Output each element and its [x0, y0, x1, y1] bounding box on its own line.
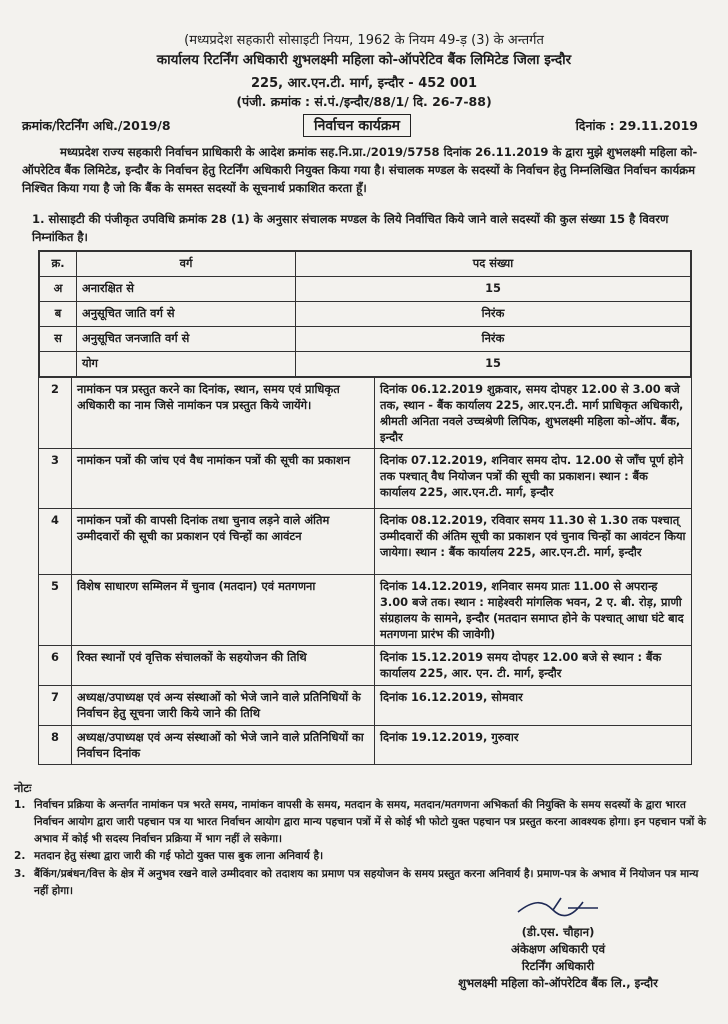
schedule-detail: दिनांक 07.12.2019, शनिवार समय दोप. 12.00 से जाँच पूर्ण होने तक पश्चात् वैध नियोजन पत्रों की सूची का प्रकाशन। स्थान : बैंक कार्यालय 225, आर.एन.टी. मार्ग, इन्दौर	[375, 449, 692, 509]
document-title: निर्वाचन कार्यक्रम	[303, 114, 411, 137]
seats-header-row	[40, 252, 691, 277]
schedule-item: नामांकन पत्रों की जांच एवं वैध नामांकन पत्रों की सूची का प्रकाशन	[72, 449, 375, 509]
schedule-number: 5	[39, 575, 72, 646]
document-date: दिनांक : 29.11.2019	[575, 118, 698, 133]
schedule-detail: दिनांक 16.12.2019, सोमवार	[375, 686, 692, 726]
header-address: 225, आर.एन.टी. मार्ग, इन्दौर - 452 001	[250, 76, 478, 91]
signature-mark-icon	[513, 896, 603, 918]
schedule-number: 4	[39, 509, 72, 575]
schedule-number: 8	[39, 726, 72, 765]
header-rule-reference: (मध्यप्रदेश सहकारी सोसाइटी नियम, 1962 के नियम 49-ड़ (3) के अन्तर्गत	[184, 33, 544, 48]
reference-number: क्रमांक/रिटर्निंग अधि./2019/8	[22, 118, 171, 133]
note-number: 3.	[14, 868, 26, 880]
schedule-row	[39, 686, 692, 726]
schedule-detail: दिनांक 15.12.2019 समय दोपहर 12.00 बजे से स्थान : बैंक कार्यालय 225, आर. एन. टी. मार्ग, इन्दौर	[375, 646, 692, 686]
schedule-item: नामांकन पत्र प्रस्तुत करने का दिनांक, स्थान, समय एवं प्राधिकृत अधिकारी का नाम जिसे नामांकन पत्र प्रस्तुत किये जायेंगे।	[72, 378, 375, 449]
schedule-number: 3	[39, 449, 72, 509]
header-office-name: कार्यालय रिटर्निंग अधिकारी शुभलक्ष्मी महिला को-ऑपरेटिव बैंक लिमिटेड जिला इन्दौर	[156, 52, 572, 68]
schedule-number: 2	[39, 378, 72, 449]
seats-row-item	[40, 302, 691, 327]
seats-header-post: पद संख्या	[296, 252, 691, 277]
seats-header-code: क्र.	[40, 252, 77, 277]
schedule-row	[39, 575, 692, 646]
note-text: निर्वाचन प्रक्रिया के अन्तर्गत नामांकन पत्र भरते समय, नामांकन वापसी के समय, मतदान के समय, मतदान/मतगणना अभिकर्ता की नियुक्ति के समय सदस्यों के द्वारा भारत निर्वाचन आयोग द्वारा जारी पहचान पत्र या भारत निर्वाचन आयोग द्वारा मान्य पहचान पत्रों में से कोई भी फोटो युक्त पहचान पत्र प्रस्तुत करना आवश्यक होगा। इन पहचान पत्रों के अभाव में कोई भी सदस्य निर्वाचन प्रक्रिया में भाग नहीं ले सकेगा।	[34, 799, 707, 845]
seats-category: अनारक्षित से	[77, 277, 296, 302]
schedule-detail: दिनांक 14.12.2019, शनिवार समय प्रातः 11.00 से अपरान्ह 3.00 बजे तक। स्थान : माहेश्वरी मांगलिक भवन, 2 ए. बी. रोड़, प्राणी संग्रहालय के सामने, इन्दौर (मतदान समाप्त होने के पश्चात् आधा घंटे बाद मतगणना प्रारंभ की जावेगी)	[375, 575, 692, 646]
note-text: बैंकिंग/प्रबंधन/वित्त के क्षेत्र में अनुभव रखने वाले उम्मीदवार को तदाशय का प्रमाण पत्र सहयोजन के समय प्रस्तुत करना अनिवार्य है। प्रमाण-पत्र के अभाव में नियोजन पत्र मान्य नहीं होगा।	[34, 868, 699, 897]
schedule-detail: दिनांक 06.12.2019 शुक्रवार, समय दोपहर 12.00 से 3.00 बजे तक, स्थान - बैंक कार्यालय 225, आर.एन.टी. मार्ग प्राधिकृत अधिकारी, श्रीमती अनिता नवले उच्चश्रेणी लिपिक, शुभलक्ष्मी महिला को-ऑप. बैंक, इन्दौर	[375, 378, 692, 449]
seats-code: ब	[40, 302, 77, 327]
seats-category: अनुसूचित जाति वर्ग से	[77, 302, 296, 327]
schedule-detail: दिनांक 19.12.2019, गुरुवार	[375, 726, 692, 765]
seats-code: अ	[40, 277, 77, 302]
seats-header-category: वर्ग	[77, 252, 296, 277]
schedule-table	[38, 250, 692, 765]
seats-post: 15	[296, 352, 691, 377]
note-number: 1.	[14, 799, 26, 811]
item-1-text: 1. सोसाइटी की पंजीकृत उपविधि क्रमांक 28 (1) के अनुसार संचालक मण्डल के लिये निर्वाचित किये जाने वाले सदस्यों की कुल संख्या 15 है विवरण निम्नांकित है।	[32, 212, 669, 244]
signatory-organization: शुभलक्ष्मी महिला को-ऑपरेटिव बैंक लि., इन्दौर	[458, 976, 658, 990]
seats-post: 15	[296, 277, 691, 302]
seats-code	[40, 352, 77, 377]
note-number: 2.	[14, 850, 26, 862]
notes-heading: नोटः	[14, 781, 32, 795]
schedule-item: नामांकन पत्रों की वापसी दिनांक तथा चुनाव लड़ने वाले अंतिम उम्मीदवारों की सूची का प्रकाशन एवं चिन्हों का आवंटन	[72, 509, 375, 575]
seats-post: निरंक	[296, 302, 691, 327]
seats-row-item	[40, 277, 691, 302]
schedule-detail: दिनांक 08.12.2019, रविवार समय 11.30 से 1.30 तक पश्चात् उम्मीदवारों की अंतिम सूची का प्रकाशन एवं चुनाव चिन्हों का आवंटन किया जायेगा। स्थान : बैंक कार्यालय 225, आर.एन.टी. मार्ग, इन्दौर	[375, 509, 692, 575]
seats-category: अनुसूचित जनजाति वर्ग से	[77, 327, 296, 352]
seats-category: योग	[77, 352, 296, 377]
schedule-item: अध्यक्ष/उपाध्यक्ष एवं अन्य संस्थाओं को भेजे जाने वाले प्रतिनिधियों के निर्वाचन हेतु सूचना जारी किये जाने की तिथि	[72, 686, 375, 726]
seats-total-row	[40, 352, 691, 377]
schedule-item: रिक्त स्थानों एवं वृत्तिक संचालकों के सहयोजन की तिथि	[72, 646, 375, 686]
note-item	[14, 866, 714, 900]
schedule-number: 6	[39, 646, 72, 686]
signatory-name: (डी.एस. चौहान)	[521, 925, 595, 939]
schedule-item: विशेष साधारण सम्मिलन में चुनाव (मतदान) एवं मतगणना	[72, 575, 375, 646]
signatory-role-1: अंकेक्षण अधिकारी एवं	[510, 942, 606, 956]
schedule-number: 7	[39, 686, 72, 726]
note-item	[14, 848, 714, 865]
seats-post: निरंक	[296, 327, 691, 352]
signatory-role-2: रिटर्निंग अधिकारी	[521, 959, 595, 973]
schedule-row	[39, 378, 692, 449]
intro-paragraph: मध्यप्रदेश राज्य सहकारी निर्वाचन प्राधिकारी के आदेश क्रमांक सह.नि.प्रा./2019/5758 दिनांक 26.11.2019 के द्वारा मुझे शुभलक्ष्मी महिला को-ऑपरेटिव बैंक लिमिटेड, इन्दौर के निर्वाचन हेतु रिटर्निंग अधिकारी नियुक्त किया गया है। संचालक मण्डल के सदस्यों के निर्वाचन हेतु निम्नलिखित निर्वाचन कार्यक्रम निश्चित किया गया है जो कि बैंक के समस्त सदस्यों के सूचनार्थ प्रकाशित करता हूँ।	[22, 145, 698, 195]
seats-row	[39, 251, 692, 378]
schedule-row	[39, 509, 692, 575]
signature-block	[428, 896, 688, 992]
header-registration: (पंजी. क्रमांक : सं.पं./इन्दौर/88/1/ दि. 26-7-88)	[236, 94, 492, 109]
schedule-row	[39, 449, 692, 509]
schedule-row	[39, 646, 692, 686]
note-item	[14, 797, 714, 848]
note-text: मतदान हेतु संस्था द्वारा जारी की गई फोटो युक्त पास बुक लाना अनिवार्य है।	[34, 850, 324, 862]
seats-row-item	[40, 327, 691, 352]
schedule-item: अध्यक्ष/उपाध्यक्ष एवं अन्य संस्थाओं को भेजे जाने वाले प्रतिनिधियों का निर्वाचन दिनांक	[72, 726, 375, 765]
seats-table	[39, 251, 691, 377]
seats-code: स	[40, 327, 77, 352]
schedule-row	[39, 726, 692, 765]
